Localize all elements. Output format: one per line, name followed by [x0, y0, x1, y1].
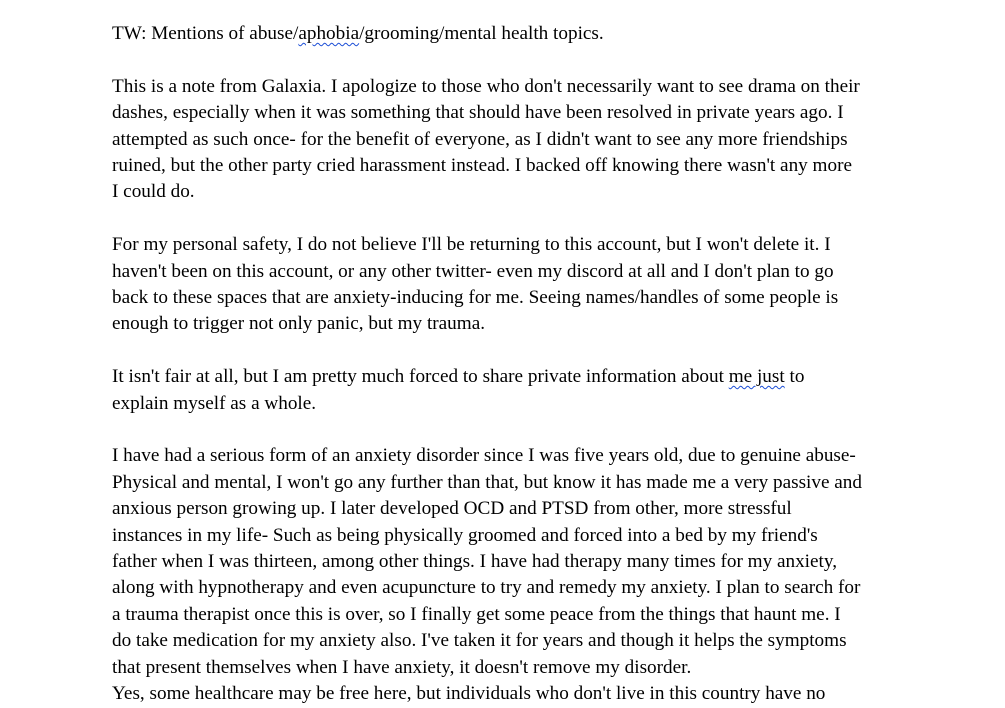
paragraph-text: For my personal safety, I do not believe I'll be returning to this account, but I won't delete it. I haven't been on this account, or any other twitter- even my discord at all and I don't plan to go back to these spaces that are anxiety-inducing for me. Seeing names/handles of some people is enough to trigger not only panic, but my trauma.	[112, 234, 839, 335]
spellcheck-flagged-word[interactable]: aphobia	[298, 23, 360, 44]
paragraph-text: This is a note from Galaxia. I apologize to those who don't necessarily want to see drama on their dashes, especially when it was something that should have been resolved in private years ago. I attempted as such once- for the benefit of everyone, as I didn't want to see any more friendships ruined, but the other party cried harassment instead. I backed off knowing there wasn't any more I could do.	[112, 75, 860, 203]
spellcheck-flagged-word[interactable]: me just	[728, 366, 785, 388]
paragraph-text: TW: Mentions of abuse/	[112, 23, 299, 44]
paragraph-text: to explain myself as a whole.	[112, 366, 805, 414]
paragraph-text: I have had a serious form of an anxiety disorder since I was five years old, due to genuine abuse- Physical and mental, I won't go any further than that, but know it has made me a very passive and anxious person growing up. I later developed OCD and PTSD from other, more stressful instances in my life- Such as being physically groomed and forced into a bed by my friend's father when I was thirteen, among other things. I have had therapy many times for my anxiety, along with hypnotherapy and even acupuncture to try and remedy my anxiety. I plan to search for a trauma therapist once this is over, so I finally get some peace from the things that haunt me. I do take medication for my anxiety also. I've taken it for years and though it helps the symptoms that present themselves when I have anxiety, it doesn't remove my disorder. Yes, some healthcare may be free here, but individuals who don't live in this country have no	[112, 445, 862, 705]
paragraph-text: It isn't fair at all, but I am pretty much forced to share private information about	[112, 366, 729, 388]
intro-paragraph	[112, 74, 902, 206]
paragraph-text: /grooming/mental health topics.	[359, 23, 604, 44]
private-information-paragraph	[112, 364, 902, 417]
trigger-warning-paragraph	[112, 21, 902, 47]
anxiety-disorder-paragraph	[112, 443, 902, 707]
personal-safety-paragraph	[112, 232, 902, 338]
document-page	[112, 21, 902, 708]
